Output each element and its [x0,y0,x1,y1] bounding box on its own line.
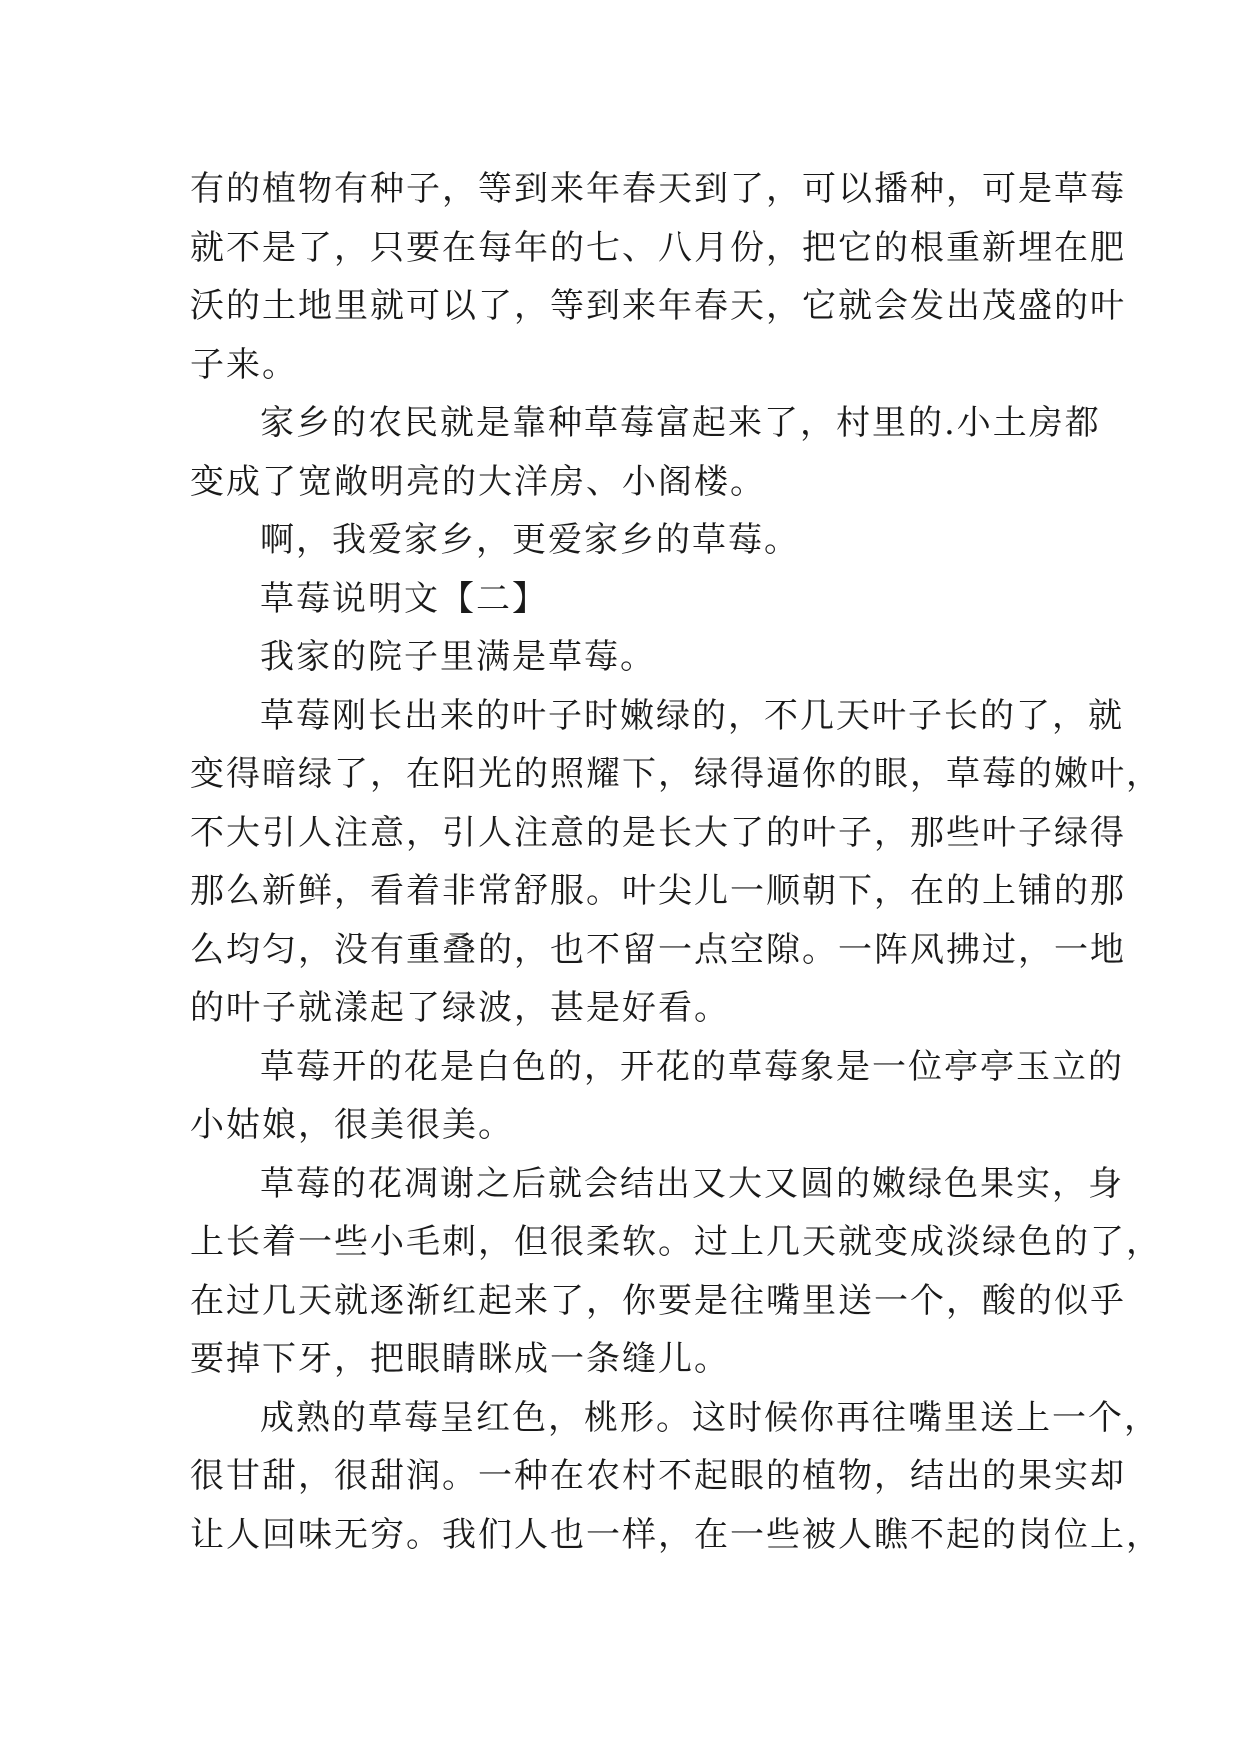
text-line: 就不是了，只要在每年的七、八月份，把它的根重新埋在肥 [190,227,1126,268]
text-line: 沃的土地里就可以了，等到来年春天，它就会发出茂盛的叶 [190,286,1126,326]
text-line: 在过几天就逐渐红起来了，你要是往嘴里送一个，酸的似乎 [190,1280,1126,1321]
paragraph-start-line: 成熟的草莓呈红色，桃形。这时候你再往嘴里送上一个， [260,1397,1160,1438]
text-line: 么均匀，没有重叠的，也不留一点空隙。一阵风拂过，一地 [190,929,1126,970]
text-line: 有的植物有种子，等到来年春天到了，可以播种，可是草莓 [190,169,1126,209]
paragraph-start-line: 草莓开的花是白色的，开花的草莓象是一位亭亭玉立的 [260,1046,1124,1087]
document-body [190,160,1162,1564]
text-line: 那么新鲜，看着非常舒服。叶尖儿一顺朝下，在的上铺的那 [190,871,1126,911]
text-line: 让人回味无穷。我们人也一样，在一些被人瞧不起的岗位上， [190,1514,1162,1555]
paragraph-start-line: 我家的院子里满是草莓。 [260,637,656,677]
text-line: 上长着一些小毛刺，但很柔软。过上几天就变成淡绿色的了， [190,1222,1162,1262]
text-line: 子来。 [190,344,298,385]
text-line: 的叶子就漾起了绿波，甚是好看。 [190,988,730,1028]
paragraph-start-line: 草莓的花凋谢之后就会结出又大又圆的嫩绿色果实，身 [260,1163,1124,1204]
text-line: 要掉下牙，把眼睛眯成一条缝儿。 [190,1339,730,1379]
text-line: 不大引人注意，引人注意的是长大了的叶子，那些叶子绿得 [190,812,1126,853]
text-line: 小姑娘，很美很美。 [190,1105,514,1145]
text-line: 变成了宽敞明亮的大洋房、小阁楼。 [190,461,766,502]
paragraph-start-line: 啊，我爱家乡，更爱家乡的草莓。 [260,520,800,560]
paragraph-start-line: 草莓说明文【二】 [260,578,548,619]
paragraph-start-line: 家乡的农民就是靠种草莓富起来了，村里的.小土房都 [260,403,1101,443]
text-line: 很甘甜，很甜润。一种在农村不起眼的植物，结出的果实却 [190,1456,1126,1496]
paragraph-start-line: 草莓刚长出来的叶子时嫩绿的，不几天叶子长的了，就 [260,695,1124,736]
text-line: 变得暗绿了，在阳光的照耀下，绿得逼你的眼，草莓的嫩叶， [190,754,1162,794]
